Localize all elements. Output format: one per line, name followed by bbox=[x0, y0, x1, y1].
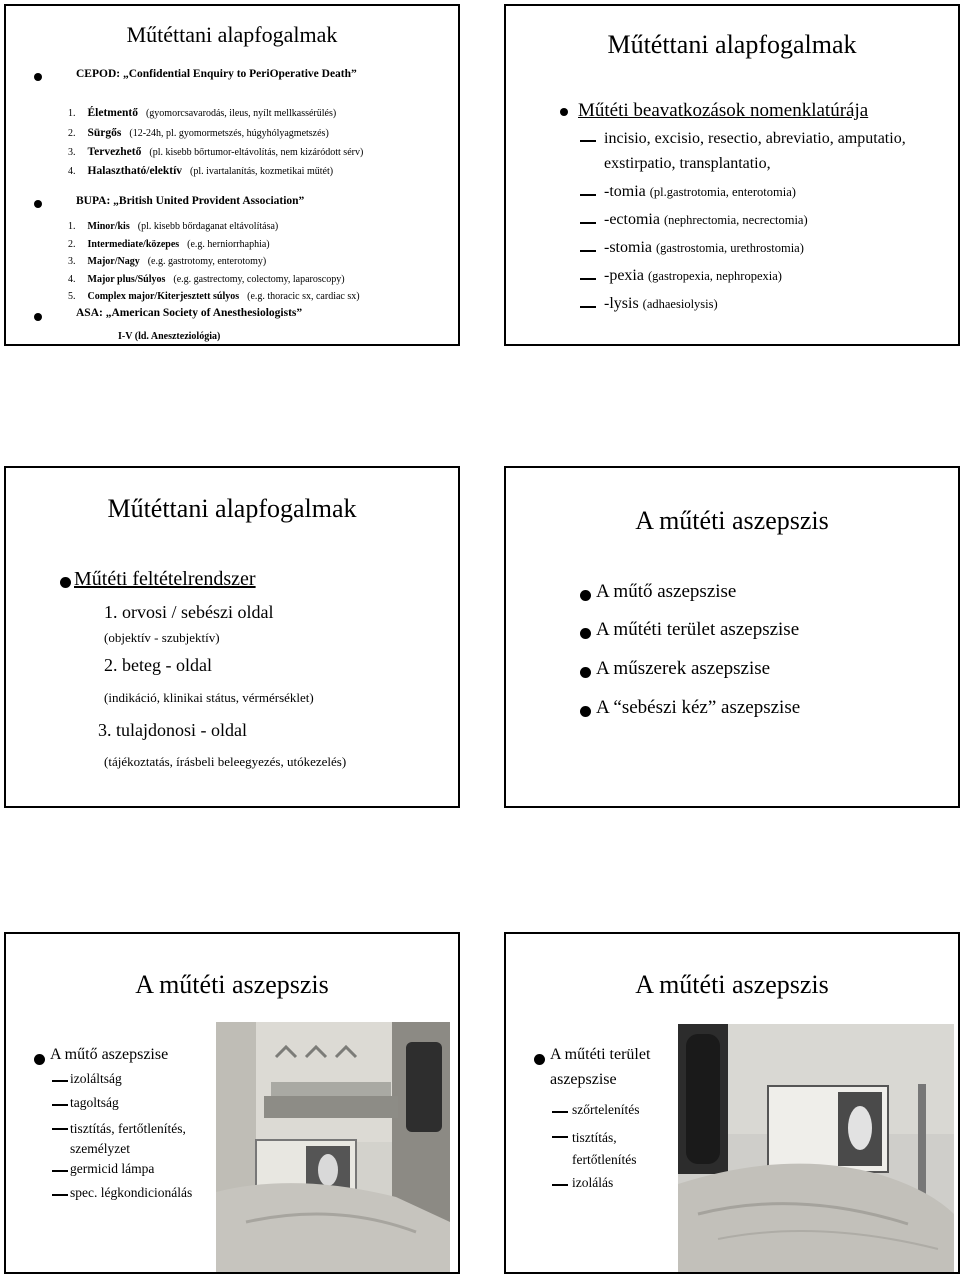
list-item: tagoltság bbox=[70, 1095, 119, 1110]
list-item bbox=[68, 123, 329, 141]
bullet-icon bbox=[60, 577, 71, 588]
item-term: Sürgős bbox=[87, 127, 122, 139]
dash-icon bbox=[580, 306, 596, 308]
item-desc: (pl. kisebb bőrdaganat eltávolítása) bbox=[137, 221, 279, 232]
slide-title: Műtéttani alapfogalmak bbox=[607, 30, 857, 59]
surgical-site-heading-line2: aszepszise bbox=[550, 1071, 617, 1088]
item-desc: (e.g. gastrotomy, enterotomy) bbox=[147, 256, 267, 267]
list-item bbox=[68, 161, 333, 179]
item-desc: (pl. ivartalanítás, kozmetikai műtét) bbox=[190, 166, 334, 177]
list-item: A műtéti terület aszepszise bbox=[596, 619, 800, 640]
item-number: 1. bbox=[68, 108, 76, 119]
suffix-term: -stomia bbox=[604, 239, 652, 256]
slide-title: A műtéti aszepszis bbox=[135, 970, 329, 999]
suffix-examples: (gastropexia, nephropexia) bbox=[647, 269, 782, 283]
list-item bbox=[68, 234, 270, 252]
list-item bbox=[604, 211, 808, 229]
requirement-sub: (objektív - szubjektív) bbox=[104, 630, 220, 645]
item-desc: (e.g. herniorrhaphia) bbox=[187, 239, 270, 250]
dash-icon bbox=[580, 250, 596, 252]
dash-icon bbox=[52, 1104, 68, 1106]
list-item: tisztítás, fertőtlenítés bbox=[572, 1130, 637, 1167]
item-number: 1. bbox=[68, 221, 76, 232]
requirement-main: 3. tulajdonosi - oldal bbox=[98, 720, 247, 740]
bullet-icon bbox=[34, 73, 42, 81]
slide-3 bbox=[4, 466, 460, 808]
slide-2 bbox=[504, 4, 960, 346]
suffix-term: -pexia bbox=[604, 267, 644, 284]
item-term: Intermediate/közepes bbox=[87, 239, 180, 250]
dash-icon bbox=[580, 278, 596, 280]
dash-icon bbox=[52, 1170, 68, 1172]
slide-6 bbox=[504, 932, 960, 1274]
list-item bbox=[604, 239, 804, 257]
asa-heading: ASA: „American Society of Anesthesiologists” bbox=[76, 307, 303, 319]
bupa-heading: BUPA: „British United Provident Association” bbox=[76, 195, 305, 207]
list-item bbox=[604, 295, 718, 313]
slide-4 bbox=[504, 466, 960, 808]
list-item bbox=[68, 142, 363, 160]
item-number: 2. bbox=[68, 239, 76, 250]
list-item bbox=[68, 251, 266, 269]
list-item: A műszerek aszepszise bbox=[596, 658, 771, 679]
dash-icon bbox=[52, 1080, 68, 1082]
list-item bbox=[604, 183, 796, 201]
operating-room-image bbox=[216, 1022, 450, 1272]
list-item bbox=[68, 216, 278, 234]
suffix-examples: (nephrectomia, necrectomia) bbox=[663, 213, 808, 227]
nomenclature-heading: Műtéti beavatkozások nomenklatúrája bbox=[578, 100, 869, 121]
item-number: 4. bbox=[68, 166, 76, 177]
bullet-icon bbox=[34, 1054, 45, 1065]
bullet-icon bbox=[534, 1054, 545, 1065]
dash-icon bbox=[552, 1184, 568, 1186]
item-term: Complex major/Kiterjesztett súlyos bbox=[87, 291, 240, 302]
list-item: A “sebészi kéz” aszepszise bbox=[596, 697, 801, 718]
item-desc: (e.g. gastrectomy, colectomy, laparoscopy) bbox=[173, 274, 345, 285]
item-desc: (gyomorcsavarodás, ileus, nyílt mellkassérülés) bbox=[145, 108, 337, 119]
requirement-main: 2. beteg - oldal bbox=[104, 655, 212, 675]
suffix-examples: (gastrostomia, urethrostomia) bbox=[656, 241, 804, 255]
item-term: Minor/kis bbox=[87, 221, 130, 232]
item-desc: (pl. kisebb bőrtumor-eltávolítás, nem kizáródott sérv) bbox=[149, 147, 364, 158]
dash-icon bbox=[52, 1128, 68, 1130]
requirement-sub: (tájékoztatás, írásbeli beleegyezés, utókezelés) bbox=[104, 754, 347, 769]
item-desc: (e.g. thoracic sx, cardiac sx) bbox=[247, 291, 360, 302]
cepod-heading: CEPOD: „Confidential Enquiry to PeriOperative Death” bbox=[76, 68, 357, 80]
requirement-sub: (indikáció, klinikai státus, vérmérséklet) bbox=[104, 690, 314, 705]
list-item: A műtő aszepszise bbox=[596, 581, 737, 602]
operating-room-heading: A műtő aszepszise bbox=[50, 1046, 169, 1063]
slide-title: A műtéti aszepszis bbox=[635, 506, 829, 535]
list-item bbox=[68, 286, 360, 304]
bullet-icon bbox=[560, 108, 568, 116]
item-term: Major plus/Súlyos bbox=[87, 274, 166, 285]
requirement-main: 1. orvosi / sebészi oldal bbox=[104, 602, 274, 622]
bullet-icon bbox=[580, 706, 591, 717]
slide-1 bbox=[4, 4, 460, 346]
bullet-icon bbox=[580, 590, 591, 601]
list-item: tisztítás, fertőtlenítés, személyzet bbox=[70, 1121, 186, 1156]
item-term: Életmentő bbox=[87, 107, 138, 119]
item-term: Halasztható/elektív bbox=[87, 165, 183, 177]
list-item bbox=[68, 103, 336, 121]
suffix-term: -lysis bbox=[604, 295, 639, 312]
bullet-icon bbox=[34, 313, 42, 321]
item-number: 3. bbox=[68, 256, 76, 267]
suffix-examples: (adhaesiolysis) bbox=[642, 297, 718, 311]
dash-icon bbox=[552, 1136, 568, 1138]
slide-title: Műtéttani alapfogalmak bbox=[126, 22, 338, 47]
surgical-site-photo bbox=[678, 1024, 954, 1272]
surgical-site-heading-line1: A műtéti terület bbox=[550, 1046, 651, 1063]
slide-title: A műtéti aszepszis bbox=[635, 970, 829, 999]
requirements-heading: Műtéti feltételrendszer bbox=[74, 568, 256, 590]
suffix-examples: (pl.gastrotomia, enterotomia) bbox=[649, 185, 796, 199]
dash-icon bbox=[580, 140, 596, 142]
dash-icon bbox=[52, 1194, 68, 1196]
dash-icon bbox=[580, 194, 596, 196]
item-number: 3. bbox=[68, 147, 76, 158]
suffix-term: -tomia bbox=[604, 183, 646, 200]
list-item: szőrtelenítés bbox=[572, 1102, 640, 1117]
list-item: izolálás bbox=[572, 1175, 614, 1190]
dash-icon bbox=[552, 1111, 568, 1113]
list-item bbox=[604, 267, 782, 285]
surgical-table-image bbox=[678, 1024, 954, 1272]
list-item-continuation: exstirpatio, transplantatio, bbox=[604, 155, 771, 172]
item-number: 5. bbox=[68, 291, 76, 302]
item-desc: (12-24h, pl. gyomormetszés, húgyhólyagmetszés) bbox=[129, 128, 329, 139]
bullet-icon bbox=[580, 628, 591, 639]
list-item: germicid lámpa bbox=[70, 1161, 155, 1176]
item-term: Tervezhető bbox=[87, 146, 142, 158]
bullet-icon bbox=[580, 667, 591, 678]
bullet-icon bbox=[34, 200, 42, 208]
slide-5 bbox=[4, 932, 460, 1274]
list-item: incisio, excisio, resectio, abreviatio, amputatio, bbox=[604, 130, 906, 147]
list-item bbox=[68, 269, 345, 287]
operating-room-photo bbox=[216, 1022, 450, 1272]
list-item: izoláltság bbox=[70, 1071, 122, 1086]
slide-title: Műtéttani alapfogalmak bbox=[107, 494, 357, 523]
dash-icon bbox=[580, 222, 596, 224]
item-term: Major/Nagy bbox=[87, 256, 140, 267]
asa-note: I-V (ld. Aneszteziológia) bbox=[118, 331, 221, 342]
suffix-term: -ectomia bbox=[604, 211, 660, 228]
list-item: spec. légkondicionálás bbox=[70, 1185, 193, 1200]
item-number: 4. bbox=[68, 274, 76, 285]
item-number: 2. bbox=[68, 128, 76, 139]
